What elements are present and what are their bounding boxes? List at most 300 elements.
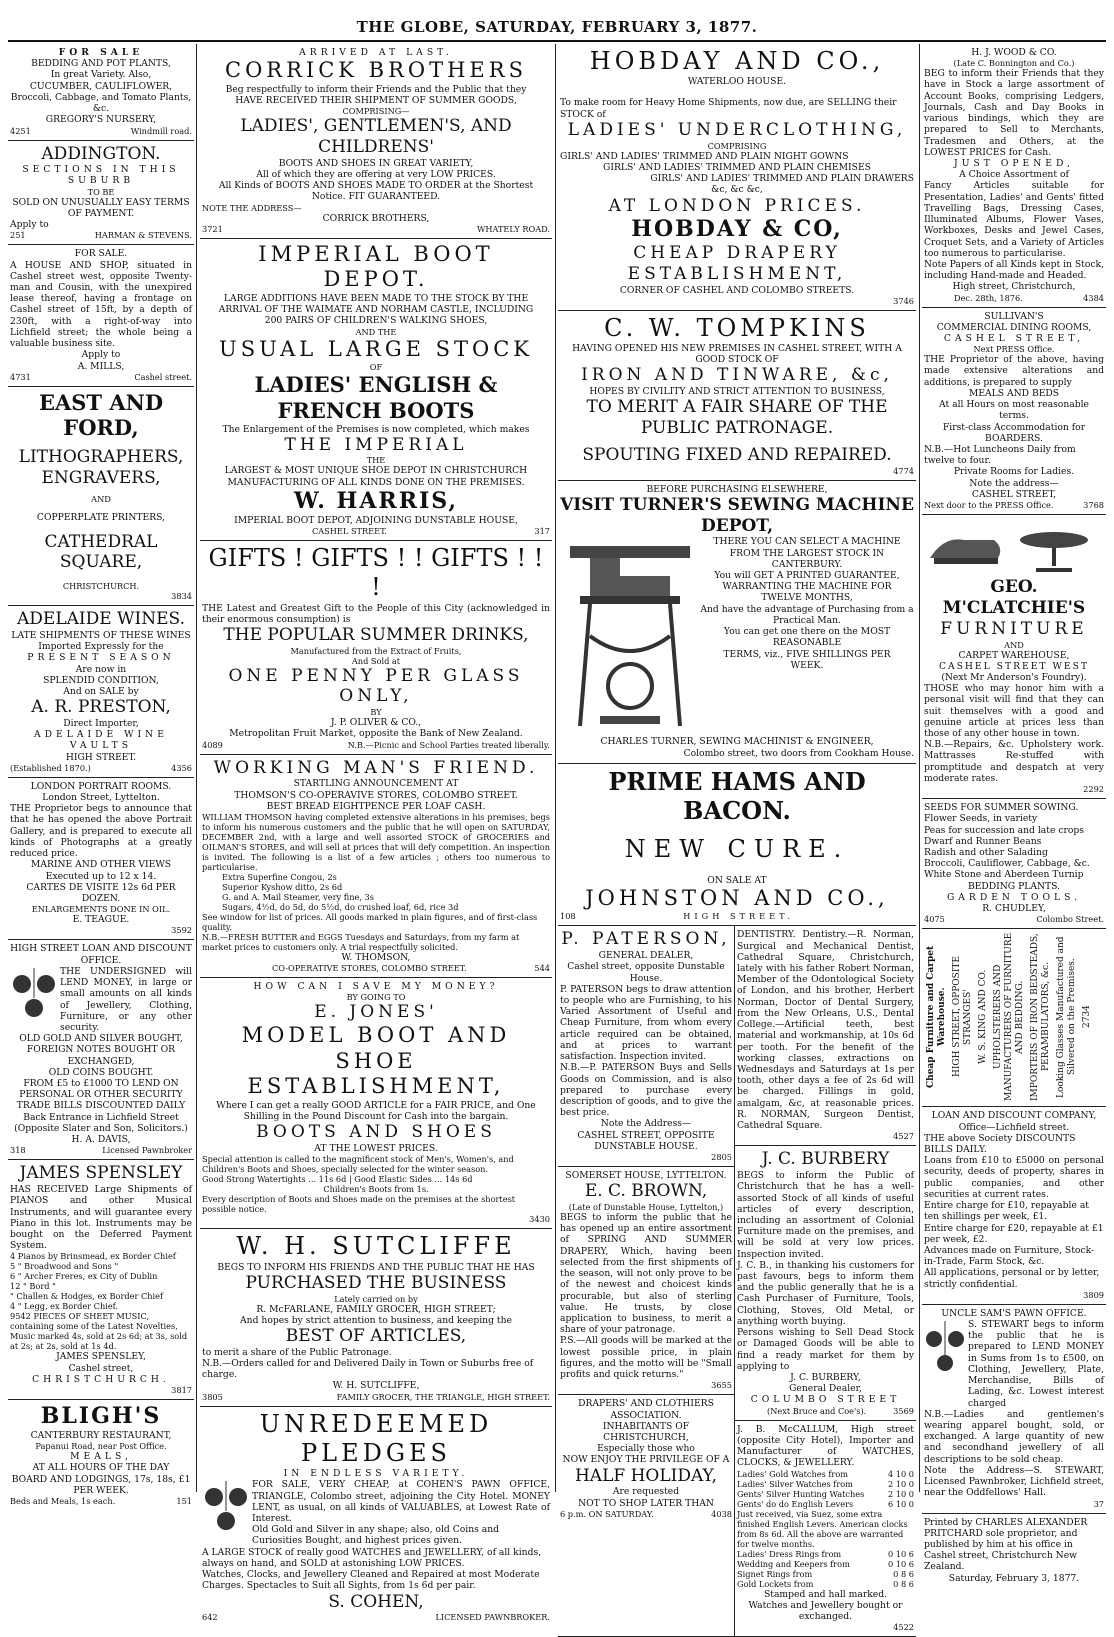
pawnbroker-balls-icon: [924, 1319, 968, 1379]
ad-line: You can get one there on the MOST REASONABLE: [723, 626, 891, 649]
hams-bacon-ad: [558, 764, 916, 927]
ad-address: Cashel street.: [134, 371, 192, 382]
price-row: [737, 1479, 914, 1489]
ad-line: COMPRISING—: [342, 106, 410, 117]
ad-ref: 544: [534, 963, 550, 974]
ad-line: Private Rooms for Ladies.: [953, 466, 1075, 478]
ad-line: 6 p.m. ON SATURDAY.: [560, 1508, 654, 1519]
ad-line: BOARDERS.: [985, 432, 1043, 444]
ad-line: HIGH STREET, OPPOSITE STRANGES': [951, 956, 973, 1078]
ad-line: (Next Bruce and Coe's).: [767, 1405, 867, 1416]
ad-body: FOR SALE, VERY CHEAP, at COHEN'S PAWN OFFICE, TRIANGLE, Colombo street, adjoining the City Hotel. MONEY LENT, as usual, on all kinds of VALUABLES, at Lowest Rate of Interest.: [252, 1479, 550, 1525]
ad-ref: 318: [10, 1145, 26, 1156]
ad-line: AT LONDON PRICES.: [608, 195, 866, 216]
ad-address: Windmill road.: [130, 125, 192, 136]
ad-line: Stamped and hall marked.: [763, 1588, 888, 1600]
ad-body: BEG to inform their Friends that they have in Stock a large assortment of Account Books, comprising Ledgers, Journals, Cash and Day Books in various bindings, which they are prepared to Sell to Merchants, Tradesmen and Others, at the LOWEST PRICES for Cash.: [924, 68, 1104, 158]
ad-line: London Street, Lyttelton.: [42, 792, 160, 804]
ad-line: Loans from £10 to £5000 on personal security, deeds of property, shares in public companies, and other securities at current rates.: [924, 1155, 1104, 1200]
ad-line: PURCHASED THE BUSINESS: [245, 1272, 507, 1293]
ad-heading: HIGH STREET LOAN AND DISCOUNT OFFICE.: [10, 943, 192, 966]
ad-line: NEW CURE.: [624, 835, 850, 864]
ad-line: Are now in: [75, 663, 127, 675]
ad-line: And have the advantage of Purchasing from a: [700, 603, 914, 615]
mccallum-ad: [735, 1421, 916, 1637]
ad-line: LARGEST & MOST UNIQUE SHOE DEPOT IN CHRISTCHURCH: [224, 465, 528, 477]
ad-ref: 4527: [893, 1131, 914, 1142]
wood-ad: [922, 44, 1106, 308]
ad-line: MEALS AND BEDS: [968, 387, 1060, 399]
pawnbroker-balls-icon: [10, 966, 60, 1024]
ad-line: Advances made on Furniture, Stock-in-Trade, Farm Stock, &c.: [924, 1244, 1095, 1268]
ad-heading: WORKING MAN'S FRIEND.: [213, 757, 539, 778]
column-3: [558, 44, 916, 1633]
price-value: 0 10 6: [887, 1558, 914, 1569]
ad-line: (Late C. Bonnington and Co.): [953, 58, 1075, 69]
ad-line: And Sold at: [351, 655, 401, 666]
ad-line: Just received, via Suez, some extra finished English Levers. American clocks from 8s 6d. All the above are warranted for twelve months.: [737, 1508, 908, 1549]
ad-address: FAMILY GROCER, THE TRIANGLE, HIGH STREET.: [336, 1391, 550, 1402]
ad-ref: 3592: [171, 925, 192, 936]
ad-address: WHATELY ROAD.: [476, 223, 550, 234]
ad-body: THE Proprietor of the above, having made extensive alterations and additions, is prepared to supply: [924, 354, 1104, 388]
ad-line: Licensed Pawnbroker: [102, 1145, 192, 1156]
ad-heading: HOW CAN I SAVE MY MONEY?: [253, 981, 499, 993]
ad-line: THE: [366, 455, 386, 466]
ad-line: Cheap Furniture and Carpet Warehouse.: [926, 946, 947, 1089]
ad-ref: 151: [176, 1495, 192, 1506]
ad-heading: LONDON PORTRAIT ROOMS.: [30, 780, 172, 792]
list-item: Sugars, 4½d, do 5d, do 5½d, do crushed loaf, 6d, rice 3d: [222, 901, 459, 912]
ad-heading: W. HARRIS,: [293, 487, 459, 514]
ad-ref: 3768: [1083, 500, 1104, 511]
ad-heading: HOBDAY AND CO.,: [589, 47, 885, 75]
column-4: [922, 44, 1106, 1584]
ad-ref: 4731: [10, 371, 31, 382]
ad-line: BEST OF ARTICLES,: [285, 1326, 467, 1347]
ad-line: P.S.—All goods will be marked at the lowest possible price, in plain figures, and the motto will be "Small profits and quick returns.": [560, 1335, 732, 1381]
loan-company-ad: [922, 1107, 1106, 1305]
ad-line: USUAL LARGE STOCK: [219, 336, 533, 361]
working-mans-friend-ad: [200, 755, 552, 979]
chudley-seeds-ad: [922, 799, 1106, 929]
ad-line: Office—Lichfield street.: [958, 1121, 1070, 1133]
ad-line: Colombo street, two doors from Cookham House.: [683, 747, 914, 759]
ad-line: Entire charge for £10, repayable at ten shillings per week, £1.: [924, 1200, 1089, 1223]
ad-line: LATE SHIPMENTS OF THESE WINES: [11, 629, 191, 641]
ad-heading: C. W. TOMPKINS: [604, 313, 870, 342]
ad-line: First-class Accommodation for: [942, 421, 1086, 433]
adelaide-wines-ad: [8, 606, 194, 778]
ad-line: Beg respectfully to inform their Friends and the Public that they: [225, 83, 527, 95]
ad-ref: 4356: [171, 762, 192, 773]
corrick-brothers-ad: [200, 44, 552, 239]
price-value: 2 10 0: [887, 1478, 914, 1489]
ad-line: Where I can get a really GOOD ARTICLE for a FAIR PRICE, and One Shilling in the Pound Discount for Cash into the bargain.: [216, 1099, 536, 1123]
pawnbroker-balls-icon: [202, 1479, 252, 1535]
ad-line: FURNITURE: [940, 618, 1088, 639]
ad-body: BEGS to inform the Public of Christchurch that he has a well-assorted Stock of all kinds of useful articles of every description, including an assortment of Colonial Furniture made on the premises, and will be sold at very low prices. Inspection invited.: [737, 1170, 914, 1260]
ad-line: Next PRESS Office.: [973, 344, 1055, 355]
price-value: 0 8 6: [893, 1568, 914, 1579]
list-item: 12 " Bord ": [10, 1281, 56, 1292]
brown-ad: [558, 1167, 734, 1395]
ad-name: J. P. OLIVER & CO.,: [330, 717, 422, 729]
ad-heading: FOR SALE: [58, 47, 144, 58]
ad-line: CHARLES TURNER, SEWING MACHINIST & ENGINEER,: [600, 736, 874, 748]
price-row: [737, 1499, 914, 1509]
ad-heading: UNCLE SAM'S PAWN OFFICE.: [941, 1307, 1087, 1319]
ad-line: And on SALE by: [63, 685, 139, 697]
ad-line: SOLD ON UNUSUALLY EASY TERMS: [12, 196, 190, 208]
ad-line: Apply to: [81, 349, 121, 361]
imprint: [922, 1514, 1106, 1588]
list-item: 4 " Legg, ex Border Chief.: [10, 1301, 119, 1312]
ad-line: Old Gold and Silver in any shape; also, old Coins and Curiosities Bought, and highest prices given.: [252, 1524, 500, 1547]
ad-line: MEALS,: [70, 1451, 132, 1463]
list-item: " Challen & Hodges, ex Border Chief: [10, 1291, 163, 1302]
ad-line: Papanui Road, near Post Office.: [35, 1441, 167, 1452]
ad-body: HAS RECEIVED Large Shipments of PIANOS and other Musical Instruments, and will guarantee every Piano in this lot. Instruments may be bought on the Deferred Payment System.: [10, 1184, 192, 1252]
ad-line: BOOTS AND SHOES: [256, 1122, 496, 1143]
ad-line: IN ENDLESS VARIETY.: [283, 1468, 469, 1480]
column-rule: [919, 44, 920, 1492]
ad-line: LADIES' UNDERCLOTHING,: [567, 119, 907, 140]
ad-ref: 642: [202, 1612, 218, 1623]
ad-heading: J. C. BURBERY: [761, 1149, 890, 1170]
ad-agent: HARMAN & STEVENS.: [94, 230, 192, 241]
ad-line: CASHEL STREET.: [312, 525, 387, 536]
ad-line: J. C. B., in thanking his customers for past favours, begs to inform them and the public generally that he is a Cash Purchaser of Furniture, Tools, Clothing, Stoves, Old Metal, or anything worth buying.: [737, 1259, 914, 1327]
ad-line: MANUFACTURING OF ALL KINDS DONE ON THE PREMISES.: [227, 476, 525, 488]
ad-line: BEDDING AND POT PLANTS,: [31, 58, 171, 70]
ad-line: INHABITANTS OF CHRISTCHURCH,: [602, 1420, 690, 1443]
ad-line: BEDDING PLANTS.: [967, 880, 1061, 892]
ad-line: SOMERSET HOUSE, LYTTELTON.: [565, 1170, 727, 1182]
price-label: Wedding and Keepers from: [737, 1558, 850, 1569]
ad-line: Practical Man.: [772, 614, 842, 626]
price-value: 6 10 0: [887, 1498, 914, 1509]
ad-heading: BLIGH'S: [40, 1403, 162, 1430]
ad-ref: 4384: [1083, 292, 1104, 303]
list-item: Broccoli, Cauliflower, Cabbage, &c.: [924, 858, 1090, 870]
ad-heading: PRIME HAMS AND BACON.: [608, 766, 866, 826]
ad-line: WARRANTING THE MACHINE FOR: [722, 581, 892, 593]
ad-line: Note the address—: [969, 477, 1059, 489]
ad-heading: VISIT TURNER'S SEWING MACHINE DEPOT,: [560, 494, 914, 536]
jones-boot-ad: [200, 978, 552, 1229]
ad-line: Lately carried on by: [334, 1293, 418, 1304]
ad-line: Note the Address—S. STEWART, Licensed Pawnbroker, Lichfield street, near the Oddfellows' Hall.: [924, 1464, 1104, 1499]
ad-line: CORNER OF CASHEL AND COLOMBO STREETS.: [619, 284, 855, 296]
ad-line: (Established 1870.): [10, 762, 91, 773]
ad-line: IRON AND TINWARE, &c,: [581, 365, 893, 386]
ad-line: Metropolitan Fruit Market, opposite the Bank of New Zealand.: [229, 728, 523, 740]
ad-line: GENERAL DEALER,: [598, 950, 694, 962]
price-value: 0 10 6: [887, 1548, 914, 1559]
ad-body: WILLIAM THOMSON having completed extensive alterations in his premises, begs to inform his numerous customers and the public that he will open on SATURDAY, DECEMBER 2nd, with a large and well assorted STOCK of GROCERIES and OILMAN'S STORES, and will sell at prices that will defy competition. An inspection is invited. The following is a list of a few articles ; others too numerous to particularise.: [202, 811, 550, 872]
ad-heading: FOR SALE.: [74, 248, 128, 260]
ad-line: FROM THE LARGEST STOCK IN: [729, 547, 885, 559]
ad-line: TO BE: [87, 186, 115, 197]
imprint-text: Printed by CHARLES ALEXANDER PRITCHARD sole proprietor, and published by him at his office in Cashel street, Christchurch New Zealand.: [924, 1516, 1088, 1573]
price-row: [737, 1469, 914, 1479]
ad-line: Children's Boots from 1s.: [323, 1184, 429, 1195]
ad-address: Colombo Street.: [1036, 914, 1104, 925]
ad-line: ESTABLISHMENT,: [247, 1074, 505, 1099]
ad-line: TRADE BILLS DISCOUNTED DAILY: [16, 1100, 186, 1112]
ad-line: BY GOING TO: [346, 992, 406, 1003]
ad-line: E. JONES': [314, 1002, 438, 1023]
price-value: 2 10 0: [887, 1488, 914, 1499]
list-item: G. and A. Mail Steamer, very fine, 3s: [222, 891, 374, 902]
ad-line: To make room for Heavy Home Shipments, now due, are SELLING their STOCK of: [560, 97, 897, 120]
portrait-rooms-ad: [8, 778, 194, 941]
ad-line: Cashel street, opposite Dunstable House.: [567, 961, 725, 984]
split-left: [558, 926, 735, 1636]
ad-line: TWELVE MONTHS,: [761, 592, 853, 604]
ad-line: CHEAP DRAPERY ESTABLISHMENT,: [627, 243, 847, 284]
dentistry-ad: [735, 926, 916, 1146]
ad-line: All applications, personal or by letter, strictly confidential.: [924, 1267, 1100, 1290]
king-furniture-ad: [922, 929, 1106, 1107]
ad-line: AT THE LOWEST PRICES.: [314, 1143, 438, 1155]
ad-ref: 4774: [893, 465, 914, 476]
price-value: 0 8 6: [893, 1578, 914, 1589]
ad-body: S. STEWART begs to inform the public that he is prepared to LEND MONEY in Sums from 1s to £500, on Clothing, Jewellery, Plate, Merchandise, Bills of Lading, &c. Lowest interest charged: [968, 1319, 1104, 1409]
ad-line: BEST BREAD EIGHTPENCE PER LOAF CASH.: [266, 800, 486, 812]
ad-line: MARINE AND OTHER VIEWS: [30, 859, 172, 871]
list-item: Radish and other Salading: [924, 847, 1048, 859]
ad-line: AND: [91, 494, 111, 505]
hobday-ad: [558, 44, 916, 311]
sewing-machine-illustration: [560, 536, 700, 736]
ad-line: JUST OPENED,: [954, 157, 1074, 169]
price-label: Ladies' Gold Watches from: [737, 1468, 849, 1479]
list-item: 4 Pianos by Brinsmead, ex Border Chief: [10, 1251, 176, 1262]
list-item: Extra Superfine Congou, 2s: [222, 871, 337, 882]
ad-name: W. THOMSON,: [341, 951, 411, 963]
ad-line: GREGORY'S NURSERY,: [45, 114, 157, 126]
ad-ref: 3834: [171, 591, 192, 602]
split-row: [558, 926, 916, 1637]
ad-line: LARGE ADDITIONS HAVE BEEN MADE TO THE STOCK BY THE ARRIVAL OF THE WAIMATE AND NORHAM CASTLE, INCLUDING: [218, 293, 534, 316]
ad-line: TO MERIT A FAIR SHARE OF THE PUBLIC PATRONAGE.: [586, 397, 888, 439]
ad-heading: IMPERIAL BOOT DEPOT.: [258, 241, 494, 292]
ad-ref: 2805: [711, 1152, 732, 1163]
ad-name: JAMES SPENSLEY,: [56, 1351, 146, 1363]
ad-heading: GIFTS ! GIFTS ! ! GIFTS ! ! !: [208, 543, 544, 602]
ad-ref: 3721: [202, 223, 223, 234]
ad-line: LITHOGRAPHERS, ENGRAVERS,: [18, 446, 184, 488]
ad-ref: 4522: [893, 1622, 914, 1633]
ad-body: A HOUSE AND SHOP, situated in Cashel street west, opposite Twenty-man and Cousin, with the unexpired lease thereof, having a frontage on Cashel street of 15ft, by a depth of 230ft, with a right-of-way into Lichfield street; the whole being a valuable business site.: [10, 259, 192, 350]
furniture-illustration: [924, 518, 1102, 574]
ad-name: W. H. SUTCLIFFE,: [332, 1380, 420, 1392]
ad-body: THE Latest and Greatest Gift to the People of this City (acknowledged in their enormous consumption) is: [202, 602, 550, 625]
header-rule: [8, 40, 1106, 42]
turner-sewing-ad: [558, 481, 916, 764]
ad-line: HOPES BY CIVILITY AND STRICT ATTENTION TO BUSINESS,: [589, 386, 885, 398]
ad-line: OLD GOLD AND SILVER BOUGHT, FOREIGN NOTES BOUGHT OR EXCHANGED,: [19, 1033, 183, 1067]
list-item: White Stone and Aberdeen Turnip: [924, 869, 1084, 881]
column-rule: [196, 44, 197, 1492]
ad-line: CARPET WAREHOUSE,: [958, 649, 1070, 661]
ad-line: (Late of Dunstable House, Lyttelton,): [568, 1202, 724, 1213]
ad-line: FROM £5 to £1000 TO LEND ON PERSONAL OR OTHER SECURITY: [19, 1078, 183, 1101]
ad-line: High street, Christchurch,: [952, 281, 1076, 293]
column-1: [8, 44, 194, 1506]
mclatchie-ad: [922, 515, 1106, 799]
ad-line: WEEK.: [790, 659, 824, 671]
ad-name: CORRICK BROTHERS,: [322, 212, 430, 224]
price-label: Gents' Silver Hunting Watches: [737, 1488, 865, 1499]
ad-line: A. R. PRESTON,: [31, 697, 171, 718]
ad-line: COMMERCIAL DINING ROOMS,: [936, 321, 1092, 333]
price-row: [737, 1549, 914, 1559]
ad-line: CARTES DE VISITE 12s 6d PER DOZEN.: [26, 881, 176, 904]
price-row: [737, 1569, 914, 1579]
ad-line: HALF HOLIDAY,: [574, 1465, 717, 1486]
ad-agent: A. MILLS,: [77, 360, 125, 372]
ad-line: And hopes by strict attention to business, and keeping the: [240, 1314, 512, 1326]
ad-ref: 3746: [893, 295, 914, 306]
ad-line: STARTLING ANNOUNCEMENT AT: [293, 778, 459, 790]
ad-ref: 3809: [1083, 1289, 1104, 1300]
ad-line: CATHEDRAL SQUARE,: [44, 531, 158, 573]
ad-line: OF PAYMENT.: [67, 207, 135, 219]
imprint-date: Saturday, February 3, 1877.: [948, 1572, 1080, 1584]
ad-heading: SULLIVAN'S: [984, 310, 1044, 322]
ad-line: HOBDAY & CO,: [631, 216, 843, 243]
ad-line: Imported Expressly for the: [38, 641, 164, 653]
ad-body: DENTISTRY. Dentistry.—R. Norman, Surgical and Mechanical Dentist, Cathedral Square, Christchurch, lately with his father Robert Norman, Member of the Odontological Society of London, and his brother, Herbert Norman, Doctor of Dental Surgery, from the New Orleans, U.S., Dental College.—Artificial teeth, best material and workmanship, at 10s 6d per tooth. For the benefit of the working classes, extractions on Wednesdays and Saturdays at 1s per tooth, other days a fee of 2s 6d will be charged. Fillings in gold, amalgam, &c, at reasonable prices. R. NORMAN, Surgeon Dentist, Cathedral Square.: [737, 929, 914, 1132]
ad-ref: 2734: [1081, 1005, 1092, 1029]
burbery-ad: [735, 1146, 916, 1420]
price-label: Gents' do do English Levers: [737, 1498, 854, 1509]
east-ford-ad: [8, 387, 194, 606]
ad-heading: H. J. WOOD & CO.: [971, 47, 1057, 58]
ad-line: Back Entrance in Lichfield Street: [23, 1111, 179, 1123]
ad-line: THERE YOU CAN SELECT A MACHINE: [713, 536, 901, 548]
ad-line: N.B.—Repairs, &c. Upholstery work. Mattrasses Re-stuffed with promptitude and despatch at very moderate rates.: [924, 739, 1104, 784]
ad-body: THE Proprietor begs to announce that that he has opened the above Portrait Gallery, and is prepared to execute all kinds of Photographs at a greatly reduced price.: [10, 803, 192, 860]
ad-body: THOSE who may honor him with a personal visit will find that they can suit themselves with a good and genuine article at prices less than those of any other house in town.: [924, 683, 1104, 740]
gifts-ad: [200, 541, 552, 755]
ad-line: HIGH STREET.: [683, 911, 794, 922]
ad-name: J. C. BURBERY,: [790, 1372, 861, 1383]
ad-line: A LARGE STOCK of really good WATCHES and JEWELLERY, of all kinds, always on hand, and SOLD at astonishing LOW PRICES.: [202, 1546, 542, 1569]
column-2: [200, 44, 552, 1623]
sullivan-ad: [922, 308, 1106, 516]
ad-address: Cashel street,: [68, 1362, 134, 1374]
ad-heading: JAMES SPENSLEY: [19, 1163, 183, 1184]
ad-line: SPLENDID CONDITION,: [43, 674, 159, 686]
ad-line: Watches, Clocks, and Jewellery Cleaned and Repaired at most Moderate Charges. Spectacles to Suit all Sights, from 1s 6d per pair.: [202, 1569, 540, 1592]
ad-line: N.B.—Picnic and School Parties treated liberally.: [347, 739, 550, 750]
ad-line: COMPRISING: [707, 140, 767, 151]
price-label: Signet Rings from: [737, 1568, 813, 1579]
ad-ref: 4089: [202, 739, 223, 750]
ad-line: CHRISTCHURCH.: [62, 581, 140, 592]
ad-line: CHRISTCHURCH.: [32, 1373, 170, 1385]
price-row: [737, 1559, 914, 1569]
list-item: Flower Seeds, in variety: [924, 813, 1038, 825]
ad-line: BY: [370, 707, 382, 718]
price-row: [737, 1579, 914, 1589]
ad-line: 200 PAIRS OF CHILDREN'S WALKING SHOES,: [264, 315, 488, 327]
ad-line: In great Variety. Also,: [50, 69, 152, 81]
ad-heading: SEEDS FOR SUMMER SOWING.: [924, 802, 1079, 814]
ad-line: ON SALE AT: [707, 874, 767, 886]
ad-line: R. McFARLANE, FAMILY GROCER, HIGH STREET;: [256, 1303, 496, 1315]
ad-line: LADIES' ENGLISH & FRENCH BOOTS: [254, 372, 498, 423]
ad-line: SECTIONS IN THIS SUBURB: [22, 164, 180, 187]
sutcliffe-ad: [200, 1229, 552, 1406]
ad-line: General Dealer,: [789, 1383, 862, 1395]
ad-line: Manufactured from the Extract of Fruits,: [290, 645, 462, 656]
ad-line: LICENSED PAWNBROKER.: [435, 1612, 550, 1623]
ad-line: Good Strong Watertights ... 11s 6d | Good Elastic Sides ... 14s 6d: [202, 1174, 473, 1185]
ad-line: (Opposite Slater and Son, Solicitors.): [14, 1122, 188, 1134]
ad-line: ADELAIDE WINE VAULTS: [34, 729, 168, 752]
ad-heading: ADDINGTON.: [41, 143, 161, 164]
ad-line: THOMSON'S CO-OPERAVIVE STORES, COLOMBO STREET.: [234, 789, 518, 801]
ad-line: AT ALL HOURS OF THE DAY: [32, 1462, 170, 1474]
ad-line: BEGS TO INFORM HIS FRIENDS AND THE PUBLIC THAT HE HAS: [217, 1261, 535, 1273]
drapers-association-ad: [558, 1395, 734, 1522]
ad-body: BEGS to inform the public that he has opened up an entire assortment of SPRING AND SUMMER DRAPERY, Which, having been selected from the first shipments of the season, will not only prove to be of the newest and choicest kinds procurable, but also of sterling value. He trusts, by close application to business, to merit a share of your patronage.: [560, 1212, 732, 1336]
ad-line: N.B.—P. PATERSON Buys and Sells Goods on Commission, and is also prepared to purchase every description of goods, and to give the best price.: [560, 1062, 732, 1119]
ad-heading: LOAN AND DISCOUNT COMPANY,: [931, 1110, 1097, 1122]
ad-line: At all Hours on most reasonable terms.: [939, 399, 1089, 422]
ad-line: LADIES', GENTLEMEN'S, AND CHILDRENS': [240, 116, 512, 157]
ad-line: COLUMBO STREET: [750, 1394, 901, 1406]
ad-heading: EAST AND FORD,: [38, 389, 164, 441]
ad-line: NOW ENJOY THE PRIVILEGE OF A: [562, 1454, 730, 1466]
ad-line: ARRIVED AT LAST.: [299, 47, 453, 58]
ad-line: TERMS, viz., FIVE SHILLINGS PER: [723, 648, 891, 660]
ad-body: THE above Society DISCOUNTS BILLS DAILY.: [924, 1132, 1076, 1155]
ad-line: Executed up to 12 x 14.: [45, 870, 157, 882]
ad-line: Dec. 28th, 1876.: [954, 292, 1023, 303]
ad-line: Looking Glasses Manufactured and Silvered on the Premises.: [1055, 936, 1077, 1099]
ad-line: BOARD AND LODGINGS, 17s, 18s, £1 PER WEEK.: [11, 1473, 191, 1496]
ad-line: Are requested: [612, 1486, 680, 1498]
ad-ref: 108: [560, 911, 576, 922]
ad-name: E. TEAGUE.: [72, 914, 130, 926]
ad-line: to merit a share of the Public Patronage.: [202, 1346, 392, 1358]
paterson-ad: [558, 926, 734, 1167]
ad-ref: 4075: [924, 914, 945, 925]
ad-address: CO-OPERATIVE STORES, COLOMBO STREET.: [272, 963, 467, 974]
ad-line: HAVING OPENED HIS NEW PREMISES IN CASHEL STREET, WITH A GOOD STOCK OF: [572, 343, 902, 366]
ad-line: NOTE THE ADDRESS—: [202, 202, 302, 213]
ad-line: Apply to: [10, 219, 49, 231]
ad-name: R. CHUDLEY,: [982, 903, 1046, 915]
ad-line: All of which they are offering at very LOW PRICES.: [256, 168, 496, 180]
ad-line: UPHOLSTERERS AND MANUFACTURERS OF FURNITURE AND BEDDING.: [992, 933, 1025, 1102]
ad-line: Watches and Jewellery bought or exchanged.: [748, 1599, 903, 1622]
ad-body: THE UNDERSIGNED will LEND MONEY, in large or small amounts on all kinds of Jewellery, Clothing, Furniture, or any other security.: [60, 965, 192, 1033]
ad-line: You will GET A PRINTED GUARANTEE,: [714, 569, 900, 581]
ad-line: Next door to the PRESS Office.: [924, 500, 1054, 511]
ad-heading: CORRICK BROTHERS: [225, 58, 527, 83]
ad-line: Direct Importer,: [63, 717, 139, 729]
ad-ref: 3430: [529, 1214, 550, 1225]
list-item: 5 " Broadwood and Sons ": [10, 1261, 119, 1272]
ad-line: SPOUTING FIXED AND REPAIRED.: [582, 444, 892, 465]
